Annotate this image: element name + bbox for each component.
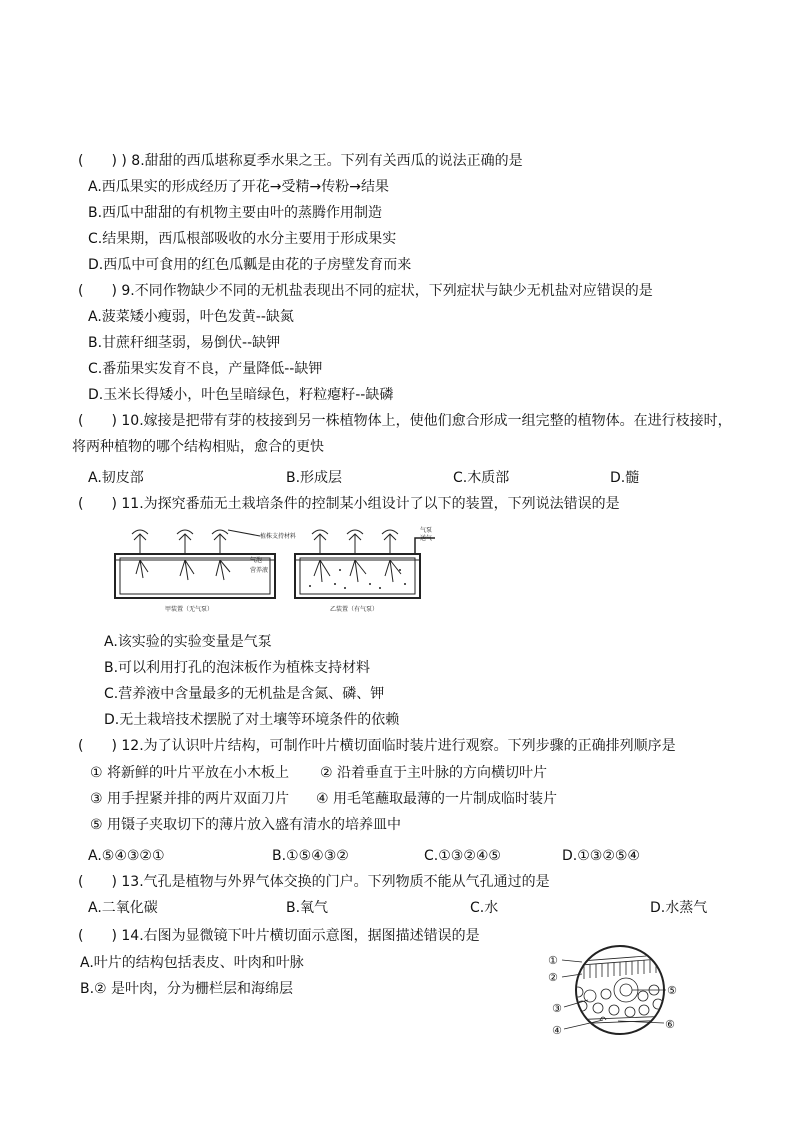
q12-step-1: ① 将新鲜的叶片平放在小木板上 bbox=[90, 765, 290, 781]
q10-option-c: C.木质部 bbox=[453, 470, 510, 486]
q11-option-b: B.可以利用打孔的泡沫板作为植株支持材料 bbox=[104, 660, 371, 676]
q9-option-a: A.菠菜矮小瘦弱，叶色发黄--缺氮 bbox=[88, 309, 294, 325]
label-nutrient-solution: 营养液 bbox=[250, 567, 269, 574]
q8-option-c: C.结果期，西瓜根部吸收的水分主要用于形成果实 bbox=[88, 231, 397, 247]
q8-option-d: D.西瓜中可食用的红色瓜瓤是由花的子房壁发育而来 bbox=[88, 257, 412, 273]
q13-option-b: B.氧气 bbox=[286, 900, 329, 916]
q9-option-d: D.玉米长得矮小，叶色呈暗绿色，籽粒瘪籽--缺磷 bbox=[88, 387, 394, 403]
label-air-supply: 送气 bbox=[420, 535, 433, 542]
q14-stem: ( ) 14.右图为显微镜下叶片横切面示意图，据图描述错误的是 bbox=[78, 928, 480, 944]
q11-option-d: D.无土栽培技术摆脱了对土壤等环境条件的依赖 bbox=[104, 712, 400, 728]
label-6: ⑥ bbox=[665, 1018, 675, 1031]
label-5: ⑤ bbox=[667, 984, 677, 997]
label-support-material: 植株支持材料 bbox=[260, 533, 297, 540]
hydroponics-apparatus-figure bbox=[110, 524, 455, 614]
leaf-cross-section-figure bbox=[548, 944, 688, 1044]
q11-option-a: A.该实验的实验变量是气泵 bbox=[104, 634, 272, 650]
q8-option-b: B.西瓜中甜甜的有机物主要由叶的蒸腾作用制造 bbox=[88, 205, 383, 221]
label-3: ③ bbox=[552, 1002, 562, 1015]
q9-option-c: C.番茄果实发育不良，产量降低--缺钾 bbox=[88, 361, 323, 377]
q13-stem: ( ) 13.气孔是植物与外界气体交换的门户。下列物质不能从气孔通过的是 bbox=[78, 874, 550, 890]
q10-option-d: D.髓 bbox=[610, 470, 640, 486]
q12-option-a: A.⑤④③②① bbox=[88, 848, 165, 864]
q13-option-c: C.水 bbox=[470, 900, 499, 916]
caption-right-apparatus: 乙装置（有气泵） bbox=[330, 606, 379, 613]
right-plants bbox=[312, 530, 401, 582]
q11-option-c: C.营养液中含量最多的无机盐是含氮、磷、钾 bbox=[104, 686, 385, 702]
label-4: ④ bbox=[552, 1024, 562, 1037]
q14-option-a: A.叶片的结构包括表皮、叶肉和叶脉 bbox=[80, 955, 304, 971]
caption-left-apparatus: 甲装置（无气泵） bbox=[165, 606, 214, 613]
q10-stem-continued: 将两种植物的哪个结构相贴，愈合的更快 bbox=[72, 439, 324, 455]
q12-step-3: ③ 用手捏紧并排的两片双面刀片 bbox=[90, 791, 290, 807]
q12-stem: ( ) 12.为了认识叶片结构，可制作叶片横切面临时装片进行观察。下列步骤的正确排列顺序是 bbox=[78, 738, 676, 754]
label-bubble: 气泡 bbox=[250, 557, 263, 564]
q12-step-4: ④ 用毛笔蘸取最薄的一片制成临时装片 bbox=[316, 791, 557, 807]
q10-option-b: B.形成层 bbox=[286, 470, 343, 486]
q12-option-d: D.①③②⑤④ bbox=[562, 848, 640, 864]
label-1: ① bbox=[548, 954, 558, 967]
tank-with-pump bbox=[295, 538, 435, 598]
q9-stem: ( ) 9.不同作物缺少不同的无机盐表现出不同的症状，下列症状与缺少无机盐对应错误的是 bbox=[78, 283, 653, 299]
q13-option-d: D.水蒸气 bbox=[650, 900, 708, 916]
q10-option-a: A.韧皮部 bbox=[88, 470, 144, 486]
q11-stem: ( ) 11.为探究番茄无土栽培条件的控制某小组设计了以下的装置，下列说法错误的是 bbox=[78, 496, 620, 512]
q10-stem: ( ) 10.嫁接是把带有芽的枝接到另一株植物体上，使他们愈合形成一组完整的植物体。在进行枝接时， bbox=[78, 413, 732, 429]
q12-step-5: ⑤ 用镊子夹取切下的薄片放入盛有清水的培养皿中 bbox=[90, 817, 401, 833]
q14-option-b: B.② 是叶肉，分为栅栏层和海绵层 bbox=[80, 981, 294, 997]
q9-option-b: B.甘蔗秆细茎弱，易倒伏--缺钾 bbox=[88, 335, 281, 351]
q8-stem: ( ) ) 8.甜甜的西瓜堪称夏季水果之王。下列有关西瓜的说法正确的是 bbox=[78, 153, 523, 169]
label-air-pump: 气泵 bbox=[420, 527, 433, 534]
q12-option-b: B.①⑤④③② bbox=[272, 848, 349, 864]
q8-option-a: A.西瓜果实的形成经历了开花→受精→传粉→结果 bbox=[88, 179, 389, 195]
q12-step-2: ② 沿着垂直于主叶脉的方向横切叶片 bbox=[320, 765, 548, 781]
q12-option-c: C.①③②④⑤ bbox=[424, 848, 501, 864]
label-2: ② bbox=[548, 971, 558, 984]
q13-option-a: A.二氧化碳 bbox=[88, 900, 158, 916]
